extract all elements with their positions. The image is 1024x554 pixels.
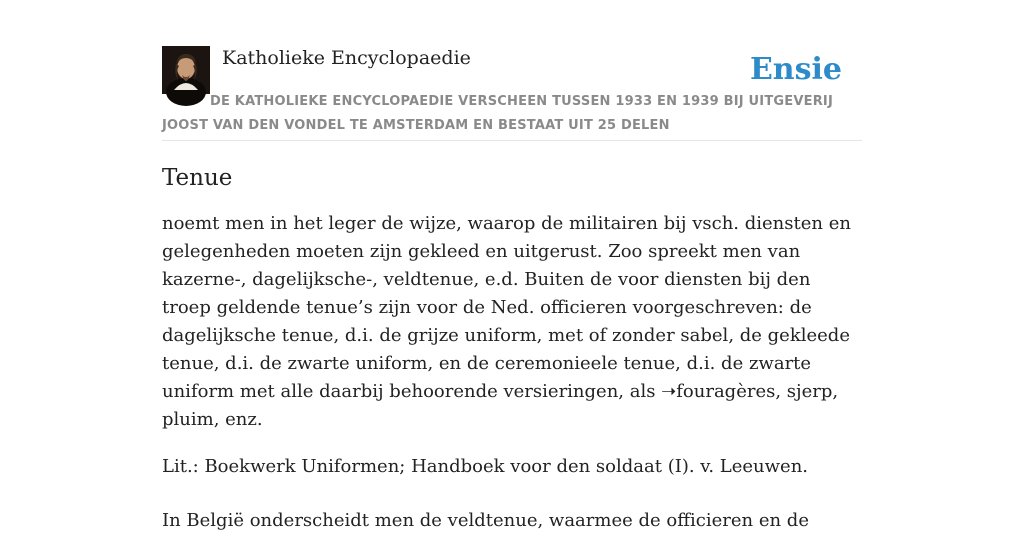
ensie-logo-link[interactable]: Ensie <box>749 52 842 87</box>
site-header <box>162 44 862 141</box>
site-title[interactable]: Katholieke Encyclopaedie <box>222 47 471 69</box>
portrait-avatar-icon[interactable] <box>162 46 210 94</box>
portrait-image <box>162 46 210 94</box>
article-paragraph: In België onderscheidt men de veldtenue, waarmee de officieren en de <box>162 510 809 531</box>
article-paragraph: noemt men in het leger de wijze, waarop de militairen bij vsch. diensten en gelegenheden moeten zijn gekleed en uitgerust. Zoo spreekt men van kazerne-, dagelijksche-, veldtenue, e.d. Buiten de voor diensten bij den troep geldende tenue’s zijn voor de Ned. officieren voorgeschreven: de dagelijksche tenue, d.i. de grijze uniform, met of zonder sabel, de gekleede tenue, d.i. de zwarte uniform, en de ceremonieele tenue, d.i. de zwarte uniform met alle daarbij behoorende versieringen, als ➝fouragères, sjerp, pluim, enz. <box>162 213 851 430</box>
site-tagline: DE KATHOLIEKE ENCYCLOPAEDIE VERSCHEEN TUSSEN 1933 EN 1939 BIJ UITGEVERIJ JOOST VAN DEN VONDEL TE AMSTERDAM EN BESTAAT UIT 25 DELEN <box>162 94 833 133</box>
article-title: Tenue <box>162 165 233 191</box>
literature-reference: Lit.: Boekwerk Uniformen; Handboek voor den soldaat (I). v. Leeuwen. <box>162 456 809 477</box>
article <box>162 160 862 554</box>
